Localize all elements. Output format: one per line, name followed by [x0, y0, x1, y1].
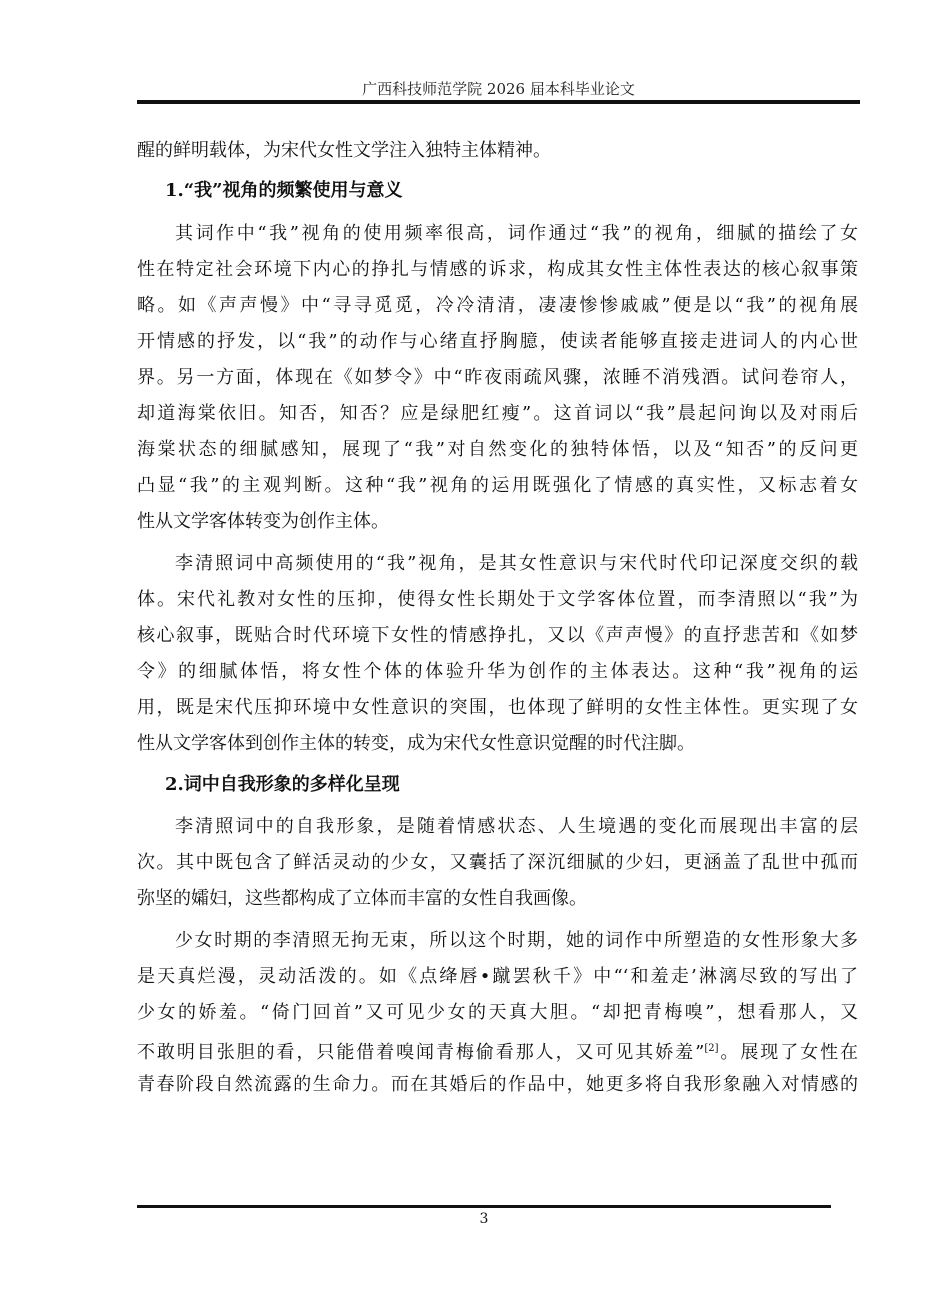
section-heading-1: 1.“我”视角的频繁使用与意义: [165, 180, 403, 201]
body-line: 开情感的抒发，以“我”的动作与心绪直抒胸臆，使读者能够直接走进词人的内心世: [137, 331, 858, 352]
body-line: 李清照词中高频使用的“我”视角，是其女性意识与宋代时代印记深度交织的载: [175, 553, 858, 574]
body-line: 令》的细腻体悟，将女性个体的体验升华为创作的主体表达。这种“我”视角的运: [137, 661, 858, 682]
body-line: 体。宋代礼教对女性的压抑，使得女性长期处于文学客体位置，而李清照以“我”为: [137, 589, 858, 610]
body-line: 用，既是宋代压抑环境中女性意识的突围，也体现了鲜明的女性主体性。更实现了女: [137, 697, 858, 718]
body-line: 青春阶段自然流露的生命力。而在其婚后的作品中，她更多将自我形象融入对情感的: [137, 1074, 858, 1095]
body-line: 却道海棠依旧。知否，知否？应是绿肥红瘦”。这首词以“我”晨起问询以及对雨后: [137, 403, 858, 424]
body-line: 性在特定社会环境下内心的挣扎与情感的诉求，构成其女性主体性表达的核心叙事策: [137, 259, 858, 280]
body-text: 。展现了女性在: [718, 1042, 859, 1063]
body-line: [137, 1037, 858, 1065]
body-line: 弥坚的孀妇，这些都构成了立体而丰富的女性自我画像。: [137, 888, 587, 909]
body-line: 少女的娇羞。“倚门回首”又可见少女的天真大胆。“却把青梅嗅”，想看那人，又: [137, 1002, 858, 1023]
body-line: 性从文学客体转变为创作主体。: [137, 511, 389, 532]
footer-rule: [137, 1205, 831, 1208]
body-line: 核心叙事，既贴合时代环境下女性的情感挣扎，又以《声声慢》的直抒悲苦和《如梦: [137, 625, 858, 646]
body-line: 略。如《声声慢》中“寻寻觅觅，冷冷清清，凄凄惨惨戚戚”便是以“我”的视角展: [137, 295, 858, 316]
body-line: 海棠状态的细腻感知，展现了“我”对自然变化的独特体悟，以及“知否”的反问更: [137, 439, 858, 460]
section-heading-2: 2.词中自我形象的多样化呈现: [165, 774, 400, 795]
body-text: 不敢明目张胆的看，只能借着嗅闻青梅偷看那人，又可见其娇羞”: [137, 1042, 705, 1063]
page-number: 3: [479, 1211, 489, 1227]
header-rule: [137, 100, 860, 104]
body-line: 其词作中“我”视角的使用频率很高，词作通过“我”的视角，细腻的描绘了女: [175, 223, 858, 244]
citation-ref[interactable]: [2]: [704, 1043, 719, 1054]
body-line: 是天真烂漫，灵动活泼的。如《点绛唇•蹴罢秋千》中“‘和羞走’淋漓尽致的写出了: [137, 966, 858, 987]
body-line: 少女时期的李清照无拘无束，所以这个时期，她的词作中所塑造的女性形象大多: [175, 930, 858, 951]
body-line: 凸显“我”的主观判断。这种“我”视角的运用既强化了情感的真实性，又标志着女: [137, 475, 858, 496]
body-line: 界。另一方面，体现在《如梦令》中“昨夜雨疏风骤，浓睡不消残酒。试问卷帘人，: [137, 367, 858, 388]
running-header: 广西科技师范学院 2026 届本科毕业论文: [362, 80, 635, 98]
body-line: 次。其中既包含了鲜活灵动的少女，又囊括了深沉细腻的少妇，更涵盖了乱世中孤而: [137, 852, 858, 873]
body-line: 李清照词中的自我形象，是随着情感状态、人生境遇的变化而展现出丰富的层: [175, 816, 858, 837]
body-line: 醒的鲜明载体，为宋代女性文学注入独特主体精神。: [137, 140, 551, 161]
body-line: 性从文学客体到创作主体的转变，成为宋代女性意识觉醒的时代注脚。: [137, 733, 695, 754]
